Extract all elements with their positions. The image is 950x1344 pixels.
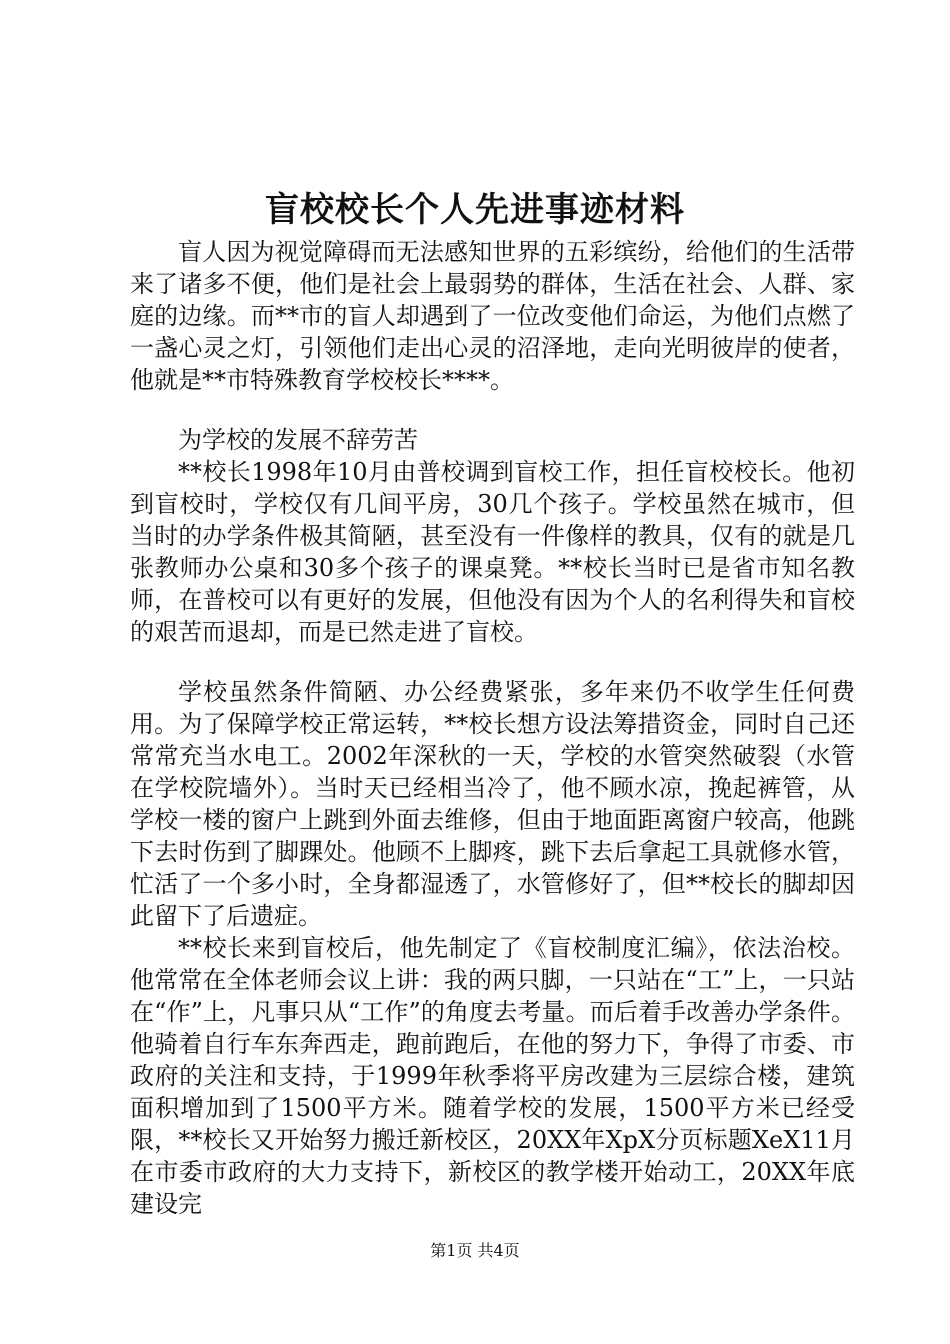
page-footer: 第1页 共4页 [430,1241,520,1260]
document-title: 盲校校长个人先进事迹材料 [265,190,685,230]
paragraph-arrival: **校长1998年10月由普校调到盲校工作，担任盲校校长。他初到盲校时，学校仅有几间平房，30几个孩子。学校虽然在城市，但当时的办学条件极其简陋，甚至没有一件像样的教具，仅有的就是几张教师办公桌和30多个孩子的课桌凳。**校长当时已是省市知名教师，在普校可以有更好的发展，但他没有因为个人的名利得失和盲校的艰苦而退却，而是已然走进了盲校。 [130,458,855,646]
paragraph-water-pipe: 学校虽然条件简陋、办公经费紧张，多年来仍不收学生任何费用。为了保障学校正常运转，**校长想方设法筹措资金，同时自己还常常充当水电工。2002年深秋的一天，学校的水管突然破裂（水管在学校院墙外）。当时天已经相当冷了，他不顾水凉，挽起裤管，从学校一楼的窗户上跳到外面去维修，但由于地面距离窗户较高，他跳下去时伤到了脚踝处。他顾不上脚疼，跳下去后拿起工具就修水管，忙活了一个多小时，全身都湿透了，水管修好了，但**校长的脚却因此留下了后遗症。 [130,678,855,930]
paragraph-intro: 盲人因为视觉障碍而无法感知世界的五彩缤纷，给他们的生活带来了诸多不便，他们是社会上最弱势的群体，生活在社会、人群、家庭的边缘。而**市的盲人却遇到了一位改变他们命运，为他们点燃了一盏心灵之灯，引领他们走出心灵的沼泽地，走向光明彼岸的使者，他就是**市特殊教育学校校长****。 [130,238,855,394]
document-body [130,236,855,1220]
section-heading: 为学校的发展不辞劳苦 [178,426,418,454]
paragraph-management: **校长来到盲校后，他先制定了《盲校制度汇编》，依法治校。他常常在全体老师会议上讲：我的两只脚，一只站在“工”上，一只站在“作”上，凡事只从“工作”的角度去考量。而后着手改善办学条件。他骑着自行车东奔西走，跑前跑后，在他的努力下，争得了市委、市政府的关注和支持，于1999年秋季将平房改建为三层综合楼，建筑面积增加到了1500平方米。随着学校的发展，1500平方米已经受限，**校长又开始努力搬迁新校区，20XX年XpX分页标题XeX11月在市委市政府的大力支持下，新校区的教学楼开始动工，20XX年底建设完 [130,934,855,1218]
